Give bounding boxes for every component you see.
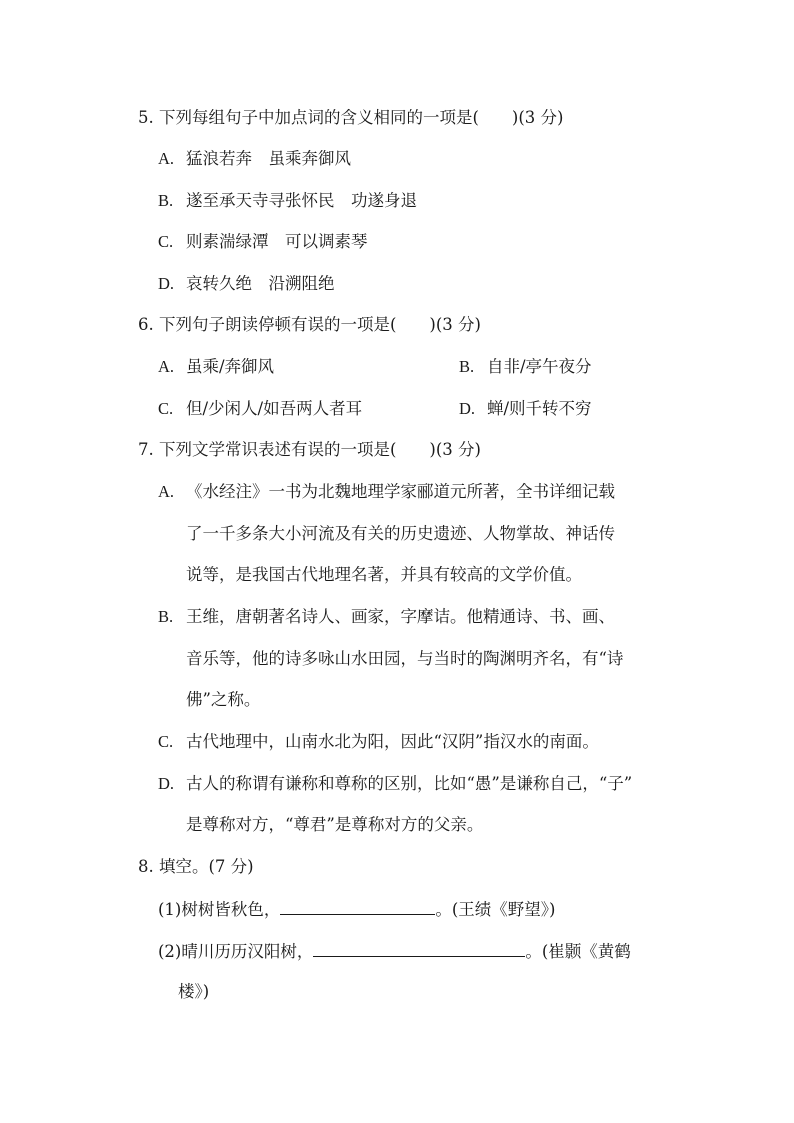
option-text-continued: 是尊称对方，“尊君”是尊称对方的父亲。 xyxy=(186,815,484,834)
q6-option-c[interactable] xyxy=(158,398,362,420)
option-text: 王维，唐朝著名诗人、画家，字摩诘。他精通诗、书、画、 xyxy=(186,607,615,626)
question-5-stem: 5. 下列每组句子中加点词的含义相同的一项是( )(3 分) xyxy=(138,108,564,127)
option-letter: C. xyxy=(158,732,174,751)
q5-option-c[interactable] xyxy=(158,231,368,253)
q6-option-d[interactable] xyxy=(459,398,592,420)
option-letter: B. xyxy=(459,357,475,376)
option-line xyxy=(158,481,615,503)
option-text-continued: 音乐等，他的诗多咏山水田园，与当时的陶渊明齐名，有“诗 xyxy=(186,649,624,668)
option-text: 哀转久绝 沿溯阻绝 xyxy=(186,274,335,293)
item-prompt: 树树皆秋色， xyxy=(181,900,281,919)
option-letter: A. xyxy=(158,482,175,501)
option-text: 自非/亭午夜分 xyxy=(487,357,592,376)
fill-in-blank[interactable] xyxy=(280,898,435,915)
option-letter: C. xyxy=(158,399,174,418)
option-text-continued: 佛”之称。 xyxy=(186,690,261,709)
q6-option-b[interactable] xyxy=(459,356,592,378)
q5-option-d[interactable] xyxy=(158,273,335,295)
option-line xyxy=(158,773,632,795)
option-letter: D. xyxy=(158,274,175,293)
q8-item-2 xyxy=(158,940,631,963)
q8-item-1 xyxy=(158,898,556,921)
option-letter: B. xyxy=(158,607,174,626)
option-text: 《水经注》一书为北魏地理学家郦道元所著，全书详细记载 xyxy=(186,482,615,501)
question-7-stem: 7. 下列文学常识表述有误的一项是( )(3 分) xyxy=(138,440,481,459)
item-source-continued: 楼》) xyxy=(178,982,210,1001)
option-letter: D. xyxy=(459,399,476,418)
option-letter: B. xyxy=(158,191,174,210)
question-8-stem: 8. 填空。(7 分) xyxy=(138,857,254,876)
q5-option-a[interactable] xyxy=(158,148,351,170)
option-letter: A. xyxy=(158,357,175,376)
item-number: (1) xyxy=(158,900,182,919)
option-letter: A. xyxy=(158,149,175,168)
q5-option-b[interactable] xyxy=(158,190,417,212)
option-text: 但/少闲人/如吾两人者耳 xyxy=(186,399,363,418)
question-6-stem: 6. 下列句子朗读停顿有误的一项是( )(3 分) xyxy=(138,315,481,334)
option-line xyxy=(158,606,615,628)
option-text-continued: 了一千多条大小河流及有关的历史遗迹、人物掌故、神话传 xyxy=(186,524,615,543)
option-text: 古代地理中，山南水北为阳，因此“汉阴”指汉水的南面。 xyxy=(186,732,599,751)
item-prompt: 晴川历历汉阳树， xyxy=(181,942,314,961)
option-text: 则素湍绿潭 可以调素琴 xyxy=(186,232,368,251)
item-source: 。(崔颢《黄鹤 xyxy=(525,942,631,961)
option-text-continued: 说等，是我国古代地理名著，并具有较高的文学价值。 xyxy=(186,565,582,584)
option-letter: D. xyxy=(158,774,175,793)
item-source: 。(王绩《野望》) xyxy=(435,900,556,919)
fill-in-blank[interactable] xyxy=(313,940,525,957)
q6-option-a[interactable] xyxy=(158,356,274,378)
option-text: 蝉/则千转不穷 xyxy=(487,399,592,418)
item-number: (2) xyxy=(158,942,182,961)
option-line xyxy=(158,731,599,753)
option-text: 猛浪若奔 虽乘奔御风 xyxy=(186,149,351,168)
option-text: 遂至承天寺寻张怀民 功遂身退 xyxy=(186,191,417,210)
option-text: 古人的称谓有谦称和尊称的区别，比如“愚”是谦称自己，“子” xyxy=(186,774,633,793)
option-letter: C. xyxy=(158,232,174,251)
option-text: 虽乘/奔御风 xyxy=(186,357,275,376)
